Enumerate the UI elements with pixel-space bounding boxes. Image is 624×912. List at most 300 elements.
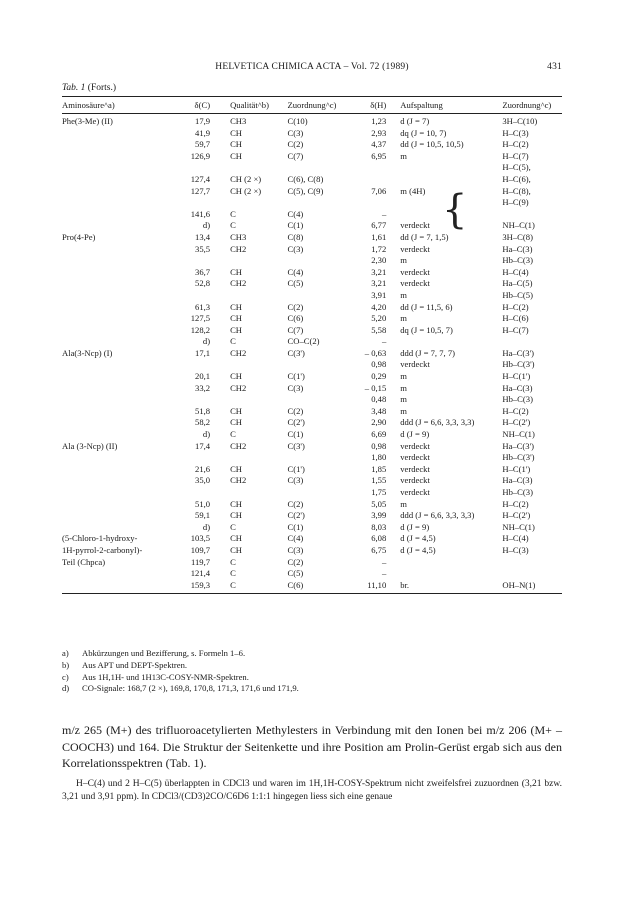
table-cell: C(3') <box>287 440 305 451</box>
table-cell: Hb–C(5) <box>502 289 533 300</box>
table-cell <box>288 290 350 302</box>
table-cell: 159,3 <box>160 580 230 594</box>
table-cell: 33,2 <box>195 382 211 393</box>
table-row <box>62 522 562 534</box>
table-cell <box>230 290 287 302</box>
table-cell <box>62 464 160 476</box>
table-row <box>62 220 562 232</box>
table-cell: C(1') <box>287 463 305 474</box>
column-header: Aminosäure^a) <box>62 97 160 114</box>
table-cell: 51,8 <box>195 405 211 416</box>
table-cell: H–C(2) <box>502 498 529 509</box>
table-row <box>62 313 562 325</box>
table-cell: 126,9 <box>190 150 211 161</box>
table-cell: Phe(3-Me) (II) <box>62 116 113 126</box>
table-cell <box>288 452 350 464</box>
table-cell: Pro(4-Pe) <box>62 231 96 242</box>
table-cell: d) <box>202 429 211 440</box>
table-cell: C <box>230 208 236 219</box>
table-cell: 1,23 <box>371 116 387 126</box>
table-cell: C(6), C(8) <box>287 173 324 184</box>
table-row <box>62 441 562 453</box>
caption-suffix: (Forts.) <box>87 83 117 93</box>
table-cell: m <box>400 371 407 382</box>
table-cell: 127,7 <box>190 185 211 196</box>
table-cell: m <box>400 255 407 266</box>
table-cell: 1,61 <box>371 231 387 242</box>
table-cell: Hb–C(3') <box>502 359 535 370</box>
table-cell: d (J = 7) <box>400 116 430 126</box>
table-row <box>62 371 562 383</box>
table-cell: CH2 <box>230 278 247 289</box>
table-cell: d) <box>202 220 211 231</box>
table-cell: C(2) <box>287 139 304 150</box>
table-cell: d) <box>202 336 211 347</box>
table-cell: 6,75 <box>371 544 387 555</box>
table-cell: C <box>230 580 287 594</box>
table-cell: 3,21 <box>371 266 387 277</box>
table-cell: CH <box>230 139 243 150</box>
table-cell: d (J = 4,5) <box>400 544 436 555</box>
table-cell: 1,75 <box>371 487 387 497</box>
table-row <box>62 568 562 580</box>
table-cell: C <box>230 429 236 440</box>
table-cell: 3,21 <box>371 278 387 289</box>
table-row <box>62 406 562 418</box>
table-cell <box>62 499 160 511</box>
table-cell: 3,91 <box>371 289 387 300</box>
table-cell <box>288 394 350 406</box>
table-cell <box>160 197 230 209</box>
table-row <box>62 557 562 569</box>
table-cell <box>160 290 230 302</box>
table-cell: CH2 <box>230 243 247 254</box>
table-cell: Ha–C(3) <box>502 243 533 254</box>
table-cell: 5,58 <box>371 324 387 335</box>
table-cell: verdeckt <box>400 278 430 289</box>
table-cell: CH <box>230 510 243 521</box>
table-body <box>62 114 562 594</box>
footnote-text: Aus 1H,1H- und 1H13C-COSY-NMR-Spektren. <box>82 671 249 682</box>
table-cell <box>62 290 160 302</box>
table-cell: dd (J = 11,5, 6) <box>400 301 453 312</box>
table-cell: C(3) <box>287 475 304 486</box>
table-cell: verdeckt <box>400 266 430 277</box>
column-header: Zuordnung^c) <box>288 97 350 114</box>
journal-title: HELVETICA CHIMICA ACTA – Vol. 72 (1989) <box>215 62 409 72</box>
table-cell <box>62 417 160 429</box>
table-cell: C(5) <box>287 278 304 289</box>
table-row <box>62 429 562 441</box>
footnote-text: Abkürzungen und Bezifferung, s. Formeln 1–6. <box>82 648 246 658</box>
table-cell <box>62 429 160 441</box>
table-cell: Hb–C(3') <box>502 452 535 463</box>
table-cell: 119,7 <box>191 556 211 567</box>
table-cell: 52,8 <box>195 278 211 289</box>
table-cell <box>160 452 230 464</box>
table-cell: C(6) <box>288 580 350 594</box>
table-cell: 6,77 <box>371 220 387 231</box>
column-header: Zuordnung^c) <box>502 97 562 114</box>
table-cell <box>349 174 400 186</box>
table-cell: 5,20 <box>371 313 387 324</box>
table-cell: 35,5 <box>195 243 211 254</box>
table-cell: 36,7 <box>195 266 211 277</box>
table-cell: m <box>400 289 407 300</box>
table-row <box>62 475 562 487</box>
table-cell: d (J = 4,5) <box>400 533 436 544</box>
table-cell <box>62 244 160 256</box>
table-cell: C(3') <box>287 347 305 358</box>
table-cell: CH2 <box>230 475 247 486</box>
table-cell <box>160 359 230 371</box>
table-cell: CH <box>230 417 243 428</box>
table-cell <box>349 162 400 174</box>
table-cell: m <box>400 382 407 393</box>
table-cell: (5-Chloro-1-hydroxy- <box>62 533 138 544</box>
table-row <box>62 394 562 406</box>
table-cell: CH <box>230 405 243 416</box>
table-row <box>62 255 562 267</box>
table-cell: H–C(3) <box>502 544 529 555</box>
table-cell <box>62 568 160 580</box>
table-cell: C(3) <box>287 544 304 555</box>
table-cell: 5,05 <box>371 498 387 509</box>
table-cell: C(7) <box>287 150 304 161</box>
table-cell: H–C(2') <box>502 510 531 521</box>
table-cell: – 0,15 <box>364 382 387 393</box>
table-cell: verdeckt <box>400 440 430 451</box>
table-cell <box>230 255 287 267</box>
table-cell: 0,98 <box>371 359 387 370</box>
table-cell <box>62 452 160 464</box>
table-row <box>62 348 562 360</box>
table-cell: H–C(2) <box>502 301 529 312</box>
table-cell: 11,10 <box>349 580 400 594</box>
table-cell: 35,0 <box>195 475 211 486</box>
table-cell: CH3 <box>230 231 247 242</box>
table-cell <box>62 151 160 163</box>
footnote-mark: a) <box>62 648 69 658</box>
table-cell: C(2') <box>287 510 305 521</box>
table-cell: C <box>230 568 236 579</box>
table-cell: 1,80 <box>371 452 387 463</box>
table-cell: CH2 <box>230 347 247 358</box>
table-cell: 61,3 <box>195 301 211 312</box>
table-cell <box>62 487 160 499</box>
table-cell: verdeckt <box>400 359 430 370</box>
table-cell <box>62 359 160 371</box>
table-row <box>62 209 562 221</box>
table-cell <box>502 568 562 580</box>
table-cell: 59,1 <box>195 510 211 521</box>
body-paragraph-1: m/z 265 (M+) des trifluoroacetylierten Methylesters in Verbindung mit den Ionen bei m/z 206 (M+ – COOCH3) und 164. Die Struktur der Seitenkette und ihre Position am Prolin-Gerüst ergab sich aus den Korrelationsspektren (Tab. 1). <box>62 723 562 770</box>
table-cell: 1,85 <box>371 463 387 474</box>
table-cell <box>160 162 230 174</box>
table-cell <box>62 510 160 522</box>
table-cell: – <box>381 568 387 579</box>
table-cell: 1H-pyrrol-2-carbonyl)- <box>62 544 143 555</box>
table-cell <box>502 336 562 348</box>
table-cell: H–C(6) <box>502 313 529 324</box>
table-cell: verdeckt <box>400 452 430 463</box>
table-cell <box>230 487 287 499</box>
table-cell <box>502 209 562 221</box>
table-cell: 0,48 <box>371 394 387 405</box>
table-cell: d) <box>202 521 211 532</box>
table-cell: – <box>381 336 387 347</box>
table-cell: verdeckt <box>400 243 430 254</box>
table-cell: verdeckt <box>400 487 430 497</box>
table-cell: CH <box>230 150 243 161</box>
table-cell: C <box>230 336 236 347</box>
table-cell <box>288 255 350 267</box>
curly-brace: { <box>442 187 468 233</box>
table-cell: Hb–C(3) <box>502 487 533 497</box>
table-cell: C(7) <box>287 324 304 335</box>
table-cell <box>288 487 350 499</box>
table-cell: 21,6 <box>195 463 211 474</box>
footnote-mark: c) <box>62 671 69 682</box>
table-cell <box>62 220 160 232</box>
table-cell: 121,4 <box>190 568 211 579</box>
table-cell <box>400 568 502 580</box>
column-header: δ(C) <box>160 97 230 114</box>
table-cell: – 0,63 <box>364 347 387 358</box>
table-cell <box>62 267 160 279</box>
table-cell: 6,69 <box>371 429 387 440</box>
table-cell: verdeckt <box>400 475 430 486</box>
table-cell: 2,30 <box>371 255 387 266</box>
table-cell: C(1) <box>287 429 304 440</box>
table-cell: C(3) <box>287 382 304 393</box>
table-cell <box>502 557 562 569</box>
table-cell: 20,1 <box>195 371 211 382</box>
caption-label: Tab. 1 <box>62 83 86 93</box>
table-cell: 2,93 <box>371 127 387 138</box>
table-cell: C <box>230 556 236 567</box>
table-cell: H–C(1') <box>502 463 531 474</box>
table-cell: 1,55 <box>371 475 387 486</box>
table-cell: m <box>400 313 407 324</box>
table-cell: 128,2 <box>190 324 211 335</box>
table-cell: dd (J = 7, 1,5) <box>400 231 449 242</box>
table-cell: CH <box>230 463 243 474</box>
table-cell <box>349 197 400 209</box>
column-header: Qualität^b) <box>230 97 287 114</box>
page-number: 431 <box>547 62 562 72</box>
table-header-row <box>62 97 562 114</box>
table-cell <box>62 325 160 337</box>
table-cell: C(5), C(9) <box>287 185 324 196</box>
table-cell: 6,08 <box>371 533 387 544</box>
table-cell: 51,0 <box>195 498 211 509</box>
table-cell <box>288 197 350 209</box>
table-cell: 3H–C(8) <box>502 231 533 242</box>
table-cell: C <box>230 521 236 532</box>
table-cell: CH <box>230 533 243 544</box>
table-cell: Hb–C(3) <box>502 394 533 405</box>
table-cell: C(3) <box>287 243 304 254</box>
table-cell: CH <box>230 313 243 324</box>
table-cell <box>62 313 160 325</box>
table-cell: C(2) <box>287 301 304 312</box>
table-cell: C(4) <box>287 533 304 544</box>
table-cell: 41,9 <box>195 127 211 138</box>
table-cell <box>62 162 160 174</box>
column-header: δ(H) <box>349 97 400 114</box>
table-cell <box>230 359 287 371</box>
table-cell: 7,06 <box>371 185 387 196</box>
table-row <box>62 510 562 522</box>
table-row <box>62 186 562 198</box>
table-cell: NH–C(1) <box>502 521 535 532</box>
table-cell: H–C(6), <box>502 173 531 184</box>
table-cell: Hb–C(3) <box>502 255 533 266</box>
table-cell: 58,2 <box>195 417 211 428</box>
table-row <box>62 464 562 476</box>
table-cell: C(5) <box>287 568 304 579</box>
table-row <box>62 290 562 302</box>
table-cell: OH–N(1) <box>502 580 562 594</box>
table-cell: CH <box>230 498 243 509</box>
table-cell: CH <box>230 371 243 382</box>
table-cell: C(4) <box>287 208 304 219</box>
table-cell <box>160 255 230 267</box>
table-cell: 3H–C(10) <box>502 116 538 126</box>
table-cell <box>288 162 350 174</box>
table-cell: CH <box>230 127 243 138</box>
table-cell: 109,7 <box>190 544 211 555</box>
table-row <box>62 232 562 244</box>
table-cell: C(10) <box>287 116 308 126</box>
table-cell: 0,98 <box>371 440 387 451</box>
table-cell: C(2) <box>287 498 304 509</box>
table-cell: C(1) <box>287 220 304 231</box>
table-row <box>62 533 562 545</box>
column-header: Aufspaltung <box>400 97 502 114</box>
table-cell: C(6) <box>287 313 304 324</box>
table-cell: C(2') <box>287 417 305 428</box>
table-cell: Ha–C(3') <box>502 440 534 451</box>
table-cell: C(1) <box>287 521 304 532</box>
table-cell <box>230 452 287 464</box>
table-cell: H–C(9) <box>502 197 529 208</box>
footnote-text: CO-Signale: 168,7 (2 ×), 169,8, 170,8, 171,3, 171,6 und 171,9. <box>82 683 299 694</box>
table-cell: Ha–C(5) <box>502 278 533 289</box>
table-cell: CH <box>230 324 243 335</box>
table-cell: CH <box>230 301 243 312</box>
table-cell: 103,5 <box>190 533 211 544</box>
table-cell: H–C(2) <box>502 405 529 416</box>
table-cell <box>288 359 350 371</box>
table-cell <box>62 197 160 209</box>
table-cell: m <box>400 498 407 509</box>
table-cell: dq (J = 10, 7) <box>400 127 447 138</box>
table-row <box>62 383 562 395</box>
body-paragraph-2: H–C(4) und 2 H–C(5) überlappten in CDCl3 und waren im 1H,1H-COSY-Spektrum nicht zweifelsfrei zuzuordnen (3,21 bzw. 3,21 und 3,91 ppm). In CDCl3/(CD3)2CO/C6D6 1:1:1 hingegen liess sich eine genaue <box>62 778 562 802</box>
table-cell: CH <box>230 544 243 555</box>
table-cell <box>230 394 287 406</box>
table-cell: ddd (J = 6,6, 3,3, 3,3) <box>400 510 475 521</box>
table-cell: d (J = 9) <box>400 521 430 532</box>
table-row <box>62 267 562 279</box>
table-cell: 6,95 <box>371 150 387 161</box>
table-cell: verdeckt <box>400 220 430 231</box>
table-cell: H–C(7) <box>502 150 529 161</box>
table-cell: 2,90 <box>371 417 387 428</box>
table-cell <box>62 522 160 534</box>
table-cell: m (4H) <box>400 185 426 196</box>
table-cell: m <box>400 394 407 405</box>
table-cell: Ha–C(3) <box>502 475 533 486</box>
table-cell: 3,99 <box>371 510 387 521</box>
table-cell <box>160 394 230 406</box>
table-cell: 17,4 <box>195 440 211 451</box>
table-cell: 17,9 <box>195 116 211 126</box>
table-cell: CH (2 ×) <box>230 173 262 184</box>
table-cell: br. <box>400 580 502 594</box>
table-row <box>62 114 562 128</box>
table-row <box>62 162 562 174</box>
table-cell: C <box>230 220 236 231</box>
table-cell: dd (J = 10,5, 10,5) <box>400 139 464 150</box>
footnote <box>62 672 299 684</box>
table-cell <box>62 186 160 198</box>
table-row <box>62 139 562 151</box>
table-row <box>62 336 562 348</box>
table-cell: 0,29 <box>371 371 387 382</box>
table-cell: 4,37 <box>371 139 387 150</box>
table-cell: H–C(8), <box>502 185 531 196</box>
table-cell <box>160 487 230 499</box>
table-cell: CH (2 ×) <box>230 185 262 196</box>
table-cell: CO–C(2) <box>287 336 320 347</box>
table-row <box>62 278 562 290</box>
table-cell: H–C(4) <box>502 533 529 544</box>
table-cell <box>62 336 160 348</box>
table-cell: 3,48 <box>371 405 387 416</box>
table-cell <box>230 197 287 209</box>
table-cell: C(2) <box>287 556 304 567</box>
footnote <box>62 683 299 695</box>
table-cell <box>62 174 160 186</box>
table-cell: C(2) <box>287 405 304 416</box>
table-row <box>62 580 562 594</box>
table-cell: C(4) <box>287 266 304 277</box>
table-cell: 17,1 <box>195 347 211 358</box>
table-cell: H–C(1') <box>502 371 531 382</box>
table-cell <box>62 394 160 406</box>
table-cell: 127,4 <box>190 173 211 184</box>
table-cell: – <box>381 556 387 567</box>
table-cell: ddd (J = 6,6, 3,3, 3,3) <box>400 417 475 428</box>
table-cell: Ala(3-Ncp) (I) <box>62 347 113 358</box>
table-row <box>62 151 562 163</box>
table-cell <box>62 255 160 267</box>
table-row <box>62 452 562 464</box>
table-cell: Ala (3-Ncp) (II) <box>62 440 118 451</box>
footnote-mark: b) <box>62 659 70 670</box>
table-cell: 141,6 <box>190 208 211 219</box>
table-cell: 4,20 <box>371 301 387 312</box>
table-cell <box>400 557 502 569</box>
table-row <box>62 244 562 256</box>
table-cell <box>400 336 502 348</box>
table-cell: NH–C(1) <box>502 429 535 440</box>
table-cell <box>62 139 160 151</box>
table-row <box>62 417 562 429</box>
